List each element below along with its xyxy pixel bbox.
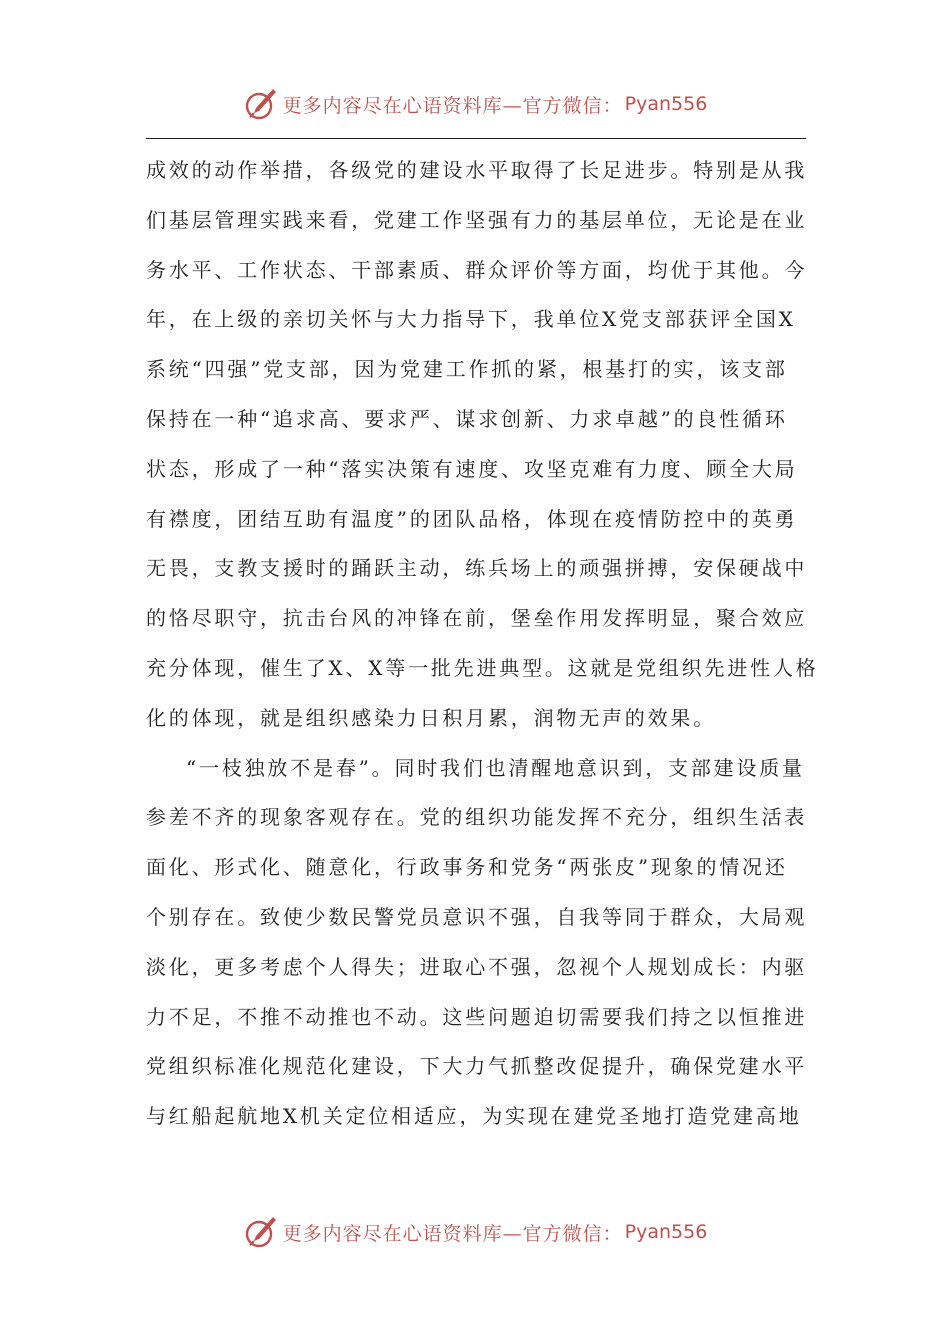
text-line: 无畏，支教支援时的踊跃主动，练兵场上的顽强拼搏，安保硬战中: [146, 556, 808, 581]
text-line: 系统“四强”党支部，因为党建工作抓的紧，根基打的实，该支部: [146, 357, 788, 382]
text-line: 党组织标准化规范化建设，下大力气抓整改促提升，确保党建水平: [146, 1054, 808, 1079]
text-line: 面化、形式化、随意化，行政事务和党务“两张皮”现象的情况还: [146, 855, 788, 880]
text-line: 保持在一种“追求高、要求严、谋求创新、力求卓越”的良性循环: [146, 406, 788, 431]
text-line: 们基层管理实践来看，党建工作坚强有力的基层单位，无论是在业: [146, 207, 808, 232]
text-line: 化的体现，就是组织感染力日积月累，润物无声的效果。: [146, 705, 716, 730]
text-line: 个别存在。致使少数民警党员意识不强，自我等同于群众，大局观: [146, 904, 808, 929]
text-line: “一枝独放不是春”。同时我们也清醒地意识到，支部建设质量: [186, 755, 805, 780]
quill-logo-icon: [243, 1214, 279, 1250]
footer-wechat-id: Pyan556: [624, 1221, 708, 1243]
text-line: 与红船起航地X机关定位相适应，为实现在建党圣地打造党建高地: [146, 1104, 802, 1129]
text-line: 充分体现，催生了X、X等一批先进典型。这就是党组织先进性人格: [146, 655, 819, 680]
text-line: 的恪尽职守，抗击台风的冲锋在前，堡垒作用发挥明显，聚合效应: [146, 606, 808, 631]
text-line: 状态，形成了一种“落实决策有速度、攻坚克难有力度、顾全大局: [146, 456, 798, 481]
header-text: 更多内容尽在心语资料库—官方微信：: [282, 94, 623, 117]
header-banner: [0, 84, 950, 124]
document-body: [146, 146, 819, 1142]
text-line: 有襟度，团结互助有温度”的团队品格，体现在疫情防控中的英勇: [146, 506, 798, 531]
footer-text: 更多内容尽在心语资料库—官方微信：: [282, 1222, 623, 1245]
header-rule: [146, 138, 806, 139]
text-line: 参差不齐的现象客观存在。党的组织功能发挥不充分，组织生活表: [146, 805, 808, 830]
text-line: 年，在上级的亲切关怀与大力指导下，我单位X党支部获评全国X: [146, 307, 796, 332]
paragraph: [146, 146, 819, 744]
quill-logo-icon: [243, 86, 279, 122]
text-line: 成效的动作举措，各级党的建设水平取得了长足进步。特别是从我: [146, 158, 808, 182]
footer-banner: [0, 1212, 950, 1252]
text-line: 淡化，更多考虑个人得失；进取心不强，忽视个人规划成长：内驱: [146, 954, 808, 979]
text-line: 力不足，不推不动推也不动。这些问题迫切需要我们持之以恒推进: [146, 1004, 808, 1029]
text-line: 务水平、工作状态、干部素质、群众评价等方面，均优于其他。今: [146, 257, 808, 282]
header-wechat-id: Pyan556: [624, 93, 708, 115]
paragraph: [146, 744, 806, 1142]
